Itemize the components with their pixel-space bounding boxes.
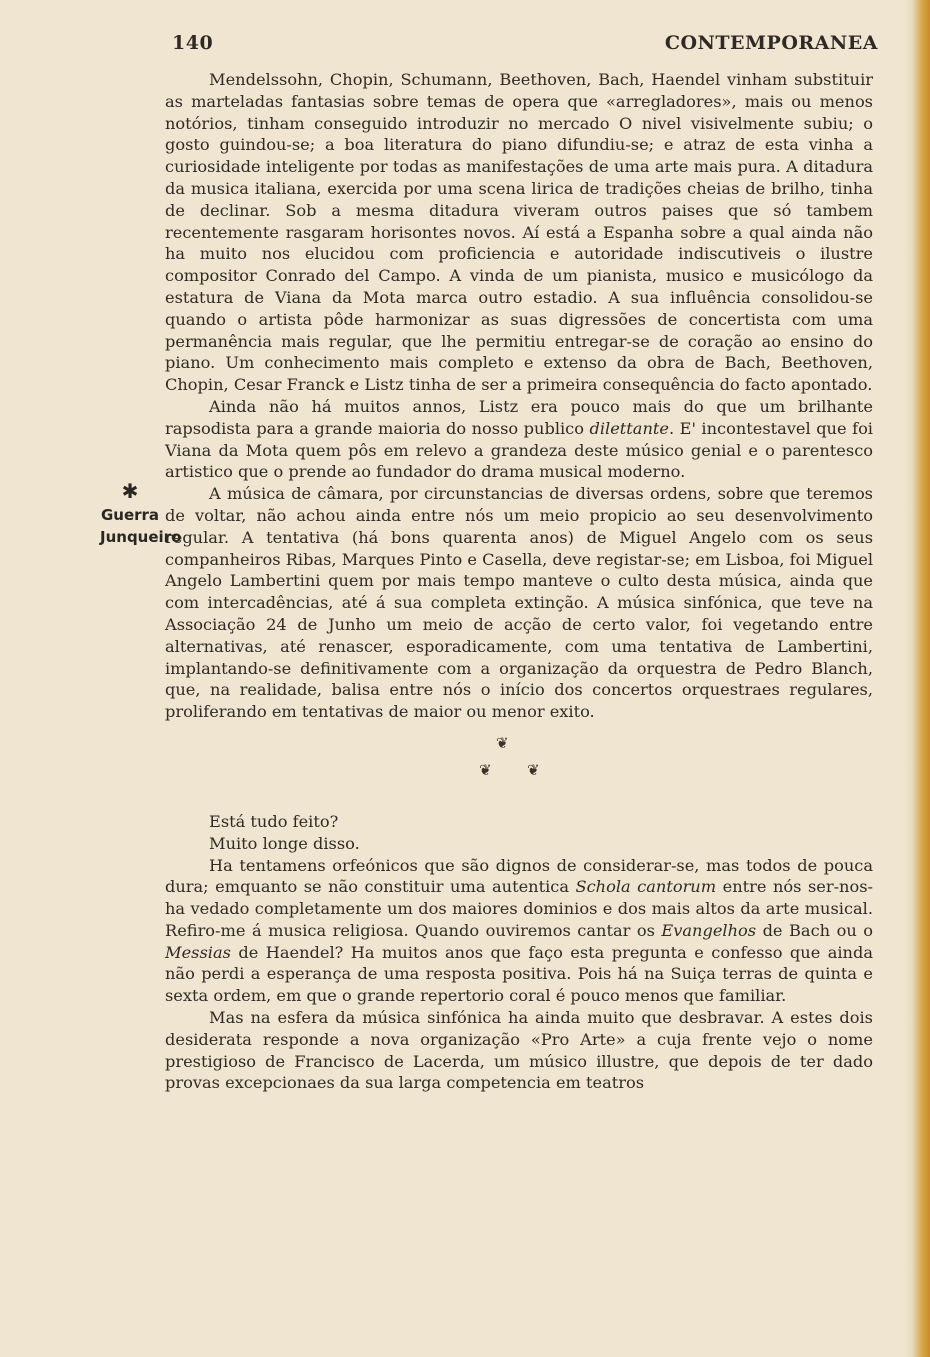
paragraph: A música de câmara, por circunstancias de diversas ordens, sobre que teremos de voltar, não achou ainda entre nós um meio propicio ao seu desenvolvimento regular. A tentativa (há bons quarenta anos) de Miguel Angelo com os seus companheiros Ribas, Marques Pinto e Casella, deve registar-se; em Lisboa, foi Miguel Angelo Lambertini quem por mais tempo manteve o culto desta música, ainda que com intercadências, até á sua completa extinção. A música sinfónica, que teve na Associação 24 de Junho um meio de acção de certo valor, foi vegetando entre alternativas, até renascer, esporadicamente, com uma tentativa de Lambertini, implantando-se definitivamente com a organização da orquestra de Pedro Blanch, que, na realidade, balisa entre nós o início dos concertos orquestraes regulares, proliferando em tentativas de maior ou menor exito. [165, 484, 873, 722]
fleuron-ornament-icon: ❦ [527, 760, 540, 779]
page-edge [904, 0, 930, 1357]
text-run: de Bach ou o [756, 920, 874, 940]
body-text [165, 69, 873, 1094]
paragraph: Mas na esfera da música sinfónica ha ainda muito que desbravar. A estes dois desiderata responde a nova organização «Pro Arte» a cuja frente vejo o nome prestigioso de Francisco de Lacerda, um músico illustre, que depois de ter dado provas excepcionaes da sua larga competencia em teatros [165, 1008, 873, 1093]
running-head [172, 32, 878, 58]
paragraph: Está tudo feito? [209, 811, 339, 831]
italic-term: Evangelhos [661, 920, 757, 940]
running-title: CONTEMPORANEA [664, 32, 878, 54]
margin-note-line1: Guerra [100, 506, 160, 524]
asterisk-ornament-icon: ✱ [121, 479, 139, 503]
italic-term: Schola cantorum [575, 877, 717, 897]
fleuron-ornament-icon: ❦ [479, 760, 492, 779]
text-run: Ainda não há muitos annos, Listz era pouco mais do que um brilhante rapsodista para a grande maioria do nosso publico [165, 396, 873, 438]
italic-term: Messias [165, 942, 231, 962]
paragraph [165, 396, 873, 483]
section-divider [165, 723, 873, 811]
italic-term: dilettante [589, 418, 669, 438]
text-run: entre nós ser-nos-ha vedado completamente um dos maiores dominios e dos mais altos da arte musical. Refiro-me á musica religiosa. Quando ouviremos cantar os [165, 877, 873, 940]
paragraph: Muito longe disso. [209, 833, 360, 853]
text-run: Ha tentamens orfeónicos que são dignos de considerar-se, mas todos de pouca dura; emquanto se não constituir uma autentica [165, 855, 873, 897]
paragraph: Mendelssohn, Chopin, Schumann, Beethoven, Bach, Haendel vinham substituir as marteladas fantasias sobre temas de opera que «arregladores», mais ou menos notórios, tinham conseguido introduzir no mercado O nivel visivelmente subiu; o gosto guindou-se; a boa literatura do piano difundiu-se; e atraz de esta vinha a curiosidade inteligente por todas as manifestações de uma arte mais pura. A ditadura da musica italiana, exercida por uma scena lirica de tradições cheias de brilho, tinha de declinar. Sob a mesma ditadura viveram outros paises que só tambem recentemente rasgaram horisontes novos. Aí está a Espanha sobre a qual ainda não ha muito nos elucidou com proficiencia e autoridade indiscutiveis o ilustre compositor Conrado del Campo. A vinda de um pianista, musico e musicólogo da estatura de Viana da Mota marca outro estadio. A sua influência consolidou-se quando o artista pôde harmonizar as suas digressões de concertista com uma permanência mais regular, que lhe permitiu entregar-se de coração ao ensino do piano. Um conhecimento mais completo e extenso da obra de Bach, Beethoven, Chopin, Cesar Franck e Listz tinha de ser a primeira consequência do facto apontado. [165, 70, 873, 395]
text-run: de Haendel? Ha muitos anos que faço esta pregunta e confesso que ainda não perdi a esperança de uma resposta positiva. Pois há na Suiça terras de quinta e sexta ordem, em que o grande repertorio coral é pouco menos que familiar. [165, 942, 873, 1006]
margin-note-line2: Junqueiro [100, 528, 182, 546]
text-run: . E' incontestavel que foi Viana da Mota quem pôs em relevo a grandeza deste músico genial e o parentesco artistico que o prende ao fundador do drama musical moderno. [165, 418, 873, 482]
page-number: 140 [172, 32, 214, 54]
fleuron-ornament-icon: ❦ [496, 733, 509, 752]
margin-note [100, 479, 182, 548]
paragraph [165, 855, 873, 1008]
